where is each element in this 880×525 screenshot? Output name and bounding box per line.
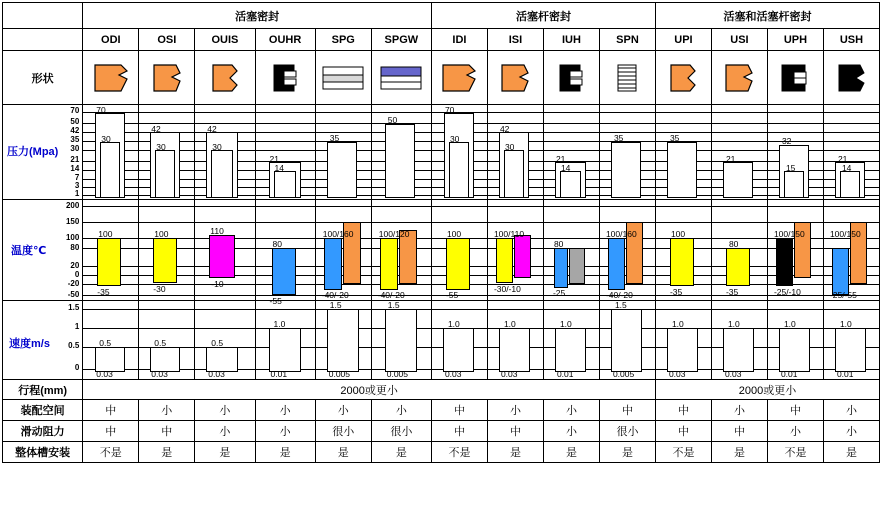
pressure-iuh	[543, 105, 599, 200]
shape-spg	[315, 51, 371, 105]
temperature-upi	[655, 200, 711, 301]
temp-tick-200: 200	[65, 201, 80, 210]
temperature-row	[3, 200, 880, 301]
pressure-isi	[487, 105, 543, 200]
pressure-label-max: 50	[387, 115, 398, 125]
shape-iuh	[543, 51, 599, 105]
bar-outer	[385, 124, 415, 198]
temperature-uph	[767, 200, 823, 301]
pressure-axis	[3, 105, 82, 199]
bar-speed	[269, 328, 301, 372]
bar-temp-left	[776, 238, 793, 286]
speed-label-bottom: 0.03	[151, 369, 168, 379]
speed-label-bottom: 0.03	[724, 369, 742, 379]
speed-label-bottom: 0.01	[780, 369, 798, 379]
speed-spg	[315, 301, 371, 380]
friction-uph: 小	[767, 421, 823, 442]
corner-cell	[3, 3, 83, 29]
install-uph: 不是	[767, 442, 823, 463]
temperature-axis	[3, 200, 82, 300]
speed-label-bottom: 0.01	[556, 369, 574, 379]
speed-spn	[599, 301, 655, 380]
install-usi: 是	[711, 442, 767, 463]
pressure-spg	[315, 105, 371, 200]
bar-inner	[100, 142, 120, 198]
pressure-uph	[767, 105, 823, 200]
stroke-row	[3, 380, 880, 400]
temp-label-high-left: 100/150	[829, 229, 861, 239]
space-ouhr: 小	[255, 400, 315, 421]
col-spg: SPG	[315, 29, 371, 51]
speed-iuh	[543, 301, 599, 380]
bar-temp	[209, 235, 235, 278]
pressure-odi	[83, 105, 139, 200]
pressure-label-sec: 14	[560, 163, 571, 173]
temp-label-low: -55	[445, 290, 459, 300]
speed-uph	[767, 301, 823, 380]
space-spg: 小	[315, 400, 371, 421]
pressure-idi	[431, 105, 487, 200]
speed-label-top: 1.0	[783, 319, 796, 329]
temp-tick-150: 150	[65, 217, 80, 226]
pressure-ush	[823, 105, 879, 200]
friction-row	[3, 421, 880, 442]
shape-uph	[767, 51, 823, 105]
pressure-label-max: 70	[96, 105, 106, 115]
friction-ouhr: 小	[255, 421, 315, 442]
friction-spgw: 很小	[371, 421, 431, 442]
speed-ouis	[195, 301, 255, 380]
temp-label-low-left: -25/-55	[829, 290, 857, 300]
bar-temp-left	[496, 238, 513, 283]
bar-speed	[385, 309, 417, 372]
speed-label-top: 0.5	[99, 338, 112, 348]
temp-label-high: 100	[446, 229, 462, 239]
bar-inner	[504, 150, 524, 198]
pressure-tick-21: 21	[70, 155, 80, 164]
install-idi: 不是	[431, 442, 487, 463]
space-odi: 中	[83, 400, 139, 421]
col-iuh: IUH	[543, 29, 599, 51]
pressure-label-sec: 30	[156, 142, 166, 152]
group-header-row	[3, 3, 880, 29]
space-ouis: 小	[195, 400, 255, 421]
shape-row	[3, 51, 880, 105]
row-label-pressure	[3, 105, 83, 200]
speed-ush	[823, 301, 879, 380]
pressure-tick-7: 7	[74, 173, 80, 182]
col-ouis: OUIS	[195, 29, 255, 51]
friction-odi: 中	[83, 421, 139, 442]
pressure-tick-30: 30	[70, 144, 80, 153]
temperature-odi	[83, 200, 139, 301]
shape-ouis	[195, 51, 255, 105]
bar-speed	[611, 309, 642, 372]
pressure-label-max: 21	[555, 154, 566, 164]
bar-temp-left	[324, 238, 342, 290]
col-spn: SPN	[599, 29, 655, 51]
pressure-tick-1: 1	[74, 189, 80, 198]
row-label-speed	[3, 301, 83, 380]
row-label-temperature	[3, 200, 83, 301]
speed-label-bottom: 0.03	[444, 369, 462, 379]
bar-inner	[211, 150, 233, 198]
temp-label-high: 100	[98, 229, 113, 239]
friction-iuh: 小	[543, 421, 599, 442]
bar-inner	[155, 150, 175, 198]
bar-temp-left	[832, 248, 849, 295]
col-uph: UPH	[767, 29, 823, 51]
pressure-usi	[711, 105, 767, 200]
row-label-friction: 滑动阻力	[3, 421, 83, 442]
temperature-osi	[139, 200, 195, 301]
install-spn: 是	[599, 442, 655, 463]
speed-spgw	[371, 301, 431, 380]
corner-cell-2	[3, 29, 83, 51]
bar-inner	[274, 171, 296, 198]
space-iuh: 小	[543, 400, 599, 421]
temp-label-low-left: -40/-20	[377, 290, 405, 300]
friction-spn: 很小	[599, 421, 655, 442]
speed-usi	[711, 301, 767, 380]
temp-label-high: 100	[154, 229, 169, 239]
speed-label-top: 1.0	[447, 319, 460, 329]
bar-inner	[784, 171, 804, 198]
bar-inner	[449, 142, 469, 198]
friction-usi: 中	[711, 421, 767, 442]
main-table	[2, 2, 880, 463]
bar-inner	[560, 171, 581, 198]
shape-ouhr	[255, 51, 315, 105]
friction-upi: 中	[655, 421, 711, 442]
speed-axis	[3, 301, 82, 379]
col-upi: UPI	[655, 29, 711, 51]
shape-odi	[83, 51, 139, 105]
speed-upi	[655, 301, 711, 380]
row-label-stroke: 行程(mm)	[3, 380, 83, 400]
bar-outer	[327, 142, 357, 198]
temp-label-low-left: -40/-20	[605, 290, 633, 300]
speed-label-top: 1.0	[727, 319, 740, 329]
pressure-label-sec: 14	[274, 163, 284, 173]
pressure-tick-3: 3	[74, 181, 80, 190]
shape-ush	[823, 51, 879, 105]
group-piston-rod-seal: 活塞和活塞杆密封	[655, 3, 879, 29]
speed-tick-0: 0	[74, 363, 80, 372]
install-osi: 是	[139, 442, 195, 463]
temperature-unit-label: 温度℃	[11, 245, 47, 257]
pressure-label-sec: 30	[449, 134, 460, 144]
speed-label-bottom: 0.005	[612, 369, 635, 379]
temp-label-low: -55	[269, 296, 282, 306]
pressure-label-sec: 30	[212, 142, 222, 152]
pressure-spn	[599, 105, 655, 200]
pressure-osi	[139, 105, 195, 200]
temperature-ush	[823, 200, 879, 301]
temperature-spg	[315, 200, 371, 301]
install-ouis: 是	[195, 442, 255, 463]
shape-spgw	[371, 51, 431, 105]
row-label-shape: 形状	[3, 51, 83, 105]
friction-idi: 中	[431, 421, 487, 442]
bar-temp	[446, 238, 470, 290]
speed-tick-0-5: 0.5	[68, 341, 80, 350]
shape-spn	[599, 51, 655, 105]
pressure-ouhr	[255, 105, 315, 200]
pressure-label-max: 42	[207, 124, 217, 134]
space-idi: 中	[431, 400, 487, 421]
speed-idi	[431, 301, 487, 380]
pressure-label-sec: 30	[101, 134, 111, 144]
temp-label-low-left: -30/-10	[493, 284, 521, 294]
temp-tick-80: 80	[70, 243, 80, 252]
install-upi: 不是	[655, 442, 711, 463]
bar-speed	[667, 328, 698, 372]
pressure-upi	[655, 105, 711, 200]
install-iuh: 是	[543, 442, 599, 463]
temp-tick-0: 0	[74, 270, 80, 279]
temp-label-high: 80	[272, 239, 282, 249]
install-spgw: 是	[371, 442, 431, 463]
speed-label-bottom: 0.03	[208, 369, 225, 379]
bar-speed	[443, 328, 474, 372]
temp-label-low: -35	[725, 287, 739, 297]
col-isi: ISI	[487, 29, 543, 51]
pressure-label-max: 21	[725, 154, 736, 164]
friction-ush: 小	[823, 421, 879, 442]
group-rod-seal: 活塞杆密封	[431, 3, 655, 29]
speed-label-top: 0.5	[154, 338, 167, 348]
space-upi: 中	[655, 400, 711, 421]
pressure-ouis	[195, 105, 255, 200]
temp-label-high: 100	[670, 229, 686, 239]
speed-label-top: 1.5	[387, 300, 400, 310]
bar-speed	[499, 328, 530, 372]
col-spgw: SPGW	[371, 29, 431, 51]
temp-tick-20: 20	[70, 261, 80, 270]
speed-ouhr	[255, 301, 315, 380]
pressure-label-max: 35	[329, 133, 340, 143]
group-piston-seal: 活塞密封	[83, 3, 432, 29]
row-label-install: 整体槽安装	[3, 442, 83, 463]
bar-temp-left	[554, 248, 568, 288]
temp-label-low: -35	[669, 287, 683, 297]
temp-label-low: -30	[153, 284, 166, 294]
col-idi: IDI	[431, 29, 487, 51]
bar-temp-left	[380, 238, 398, 290]
space-usi: 小	[711, 400, 767, 421]
speed-label-bottom: 0.005	[386, 369, 409, 379]
bar-temp-left	[608, 238, 625, 290]
bar-outer	[723, 162, 753, 198]
temperature-ouhr	[255, 200, 315, 306]
speed-tick-1-0: 1	[74, 322, 80, 331]
temp-tick-neg50: -50	[67, 290, 80, 299]
speed-odi	[83, 301, 139, 380]
bar-speed	[555, 328, 586, 372]
install-ush: 是	[823, 442, 879, 463]
pressure-tick-42: 42	[70, 126, 80, 135]
friction-isi: 中	[487, 421, 543, 442]
pressure-spgw	[371, 105, 431, 200]
install-isi: 是	[487, 442, 543, 463]
pressure-label-max: 35	[669, 133, 680, 143]
bar-outer	[611, 142, 641, 198]
space-osi: 小	[139, 400, 195, 421]
temp-label-low-left: -40/-20	[321, 290, 349, 300]
speed-label-top: 1.0	[503, 319, 516, 329]
temperature-iuh	[543, 200, 599, 301]
speed-label-top: 0.5	[211, 338, 224, 348]
pressure-label-sec: 30	[504, 142, 515, 152]
install-spg: 是	[315, 442, 371, 463]
pressure-label-max: 35	[613, 133, 624, 143]
space-spgw: 小	[371, 400, 431, 421]
install-ouhr: 是	[255, 442, 315, 463]
temperature-ouis	[195, 200, 255, 301]
col-osi: OSI	[139, 29, 195, 51]
temp-label-low: -35	[97, 287, 110, 297]
temp-label-high: 80	[728, 239, 739, 249]
shape-osi	[139, 51, 195, 105]
pressure-label-max: 42	[151, 124, 161, 134]
speed-tick-1-5: 1.5	[68, 303, 80, 312]
stroke-value-left: 2000或更小	[83, 380, 656, 400]
bar-speed	[723, 328, 754, 372]
pressure-label-max: 70	[444, 105, 455, 115]
speed-label-bottom: 0.01	[270, 369, 288, 379]
pressure-label-max: 21	[269, 154, 279, 164]
stroke-value-right: 2000或更小	[655, 380, 879, 400]
col-odi: ODI	[83, 29, 139, 51]
row-label-space: 装配空间	[3, 400, 83, 421]
pressure-tick-14: 14	[70, 164, 80, 173]
space-row	[3, 400, 880, 421]
speed-unit-label: 速度m/s	[9, 338, 50, 350]
bar-temp-right	[514, 235, 531, 278]
temp-tick-neg20: -20	[67, 279, 80, 288]
shape-idi	[431, 51, 487, 105]
speed-osi	[139, 301, 195, 380]
speed-label-bottom: 0.03	[500, 369, 518, 379]
speed-row	[3, 301, 880, 380]
shape-upi	[655, 51, 711, 105]
speed-label-top: 1.0	[559, 319, 572, 329]
speed-label-top: 1.0	[839, 319, 852, 329]
speed-label-top: 1.5	[614, 300, 627, 310]
bar-temp-right	[569, 248, 585, 284]
column-header-row	[3, 29, 880, 51]
temp-label-low: -10	[211, 279, 224, 289]
pressure-tick-70: 70	[70, 106, 80, 115]
speed-isi	[487, 301, 543, 380]
install-odi: 不是	[83, 442, 139, 463]
temperature-spgw	[371, 200, 431, 301]
bar-outer	[667, 142, 697, 198]
pressure-label-sec: 14	[841, 163, 852, 173]
col-ouhr: OUHR	[255, 29, 315, 51]
speed-label-top: 1.0	[273, 319, 286, 329]
temp-label-high-left: 100/150	[773, 229, 805, 239]
pressure-label-max: 32	[781, 136, 792, 146]
pressure-tick-35: 35	[70, 135, 80, 144]
temperature-idi	[431, 200, 487, 301]
temp-label-low-left: -25/-10	[773, 287, 801, 297]
friction-osi: 中	[139, 421, 195, 442]
install-row	[3, 442, 880, 463]
space-spn: 中	[599, 400, 655, 421]
bar-speed	[779, 328, 810, 372]
temp-label-high-left: 100/110	[493, 229, 525, 239]
speed-label-top: 1.0	[671, 319, 684, 329]
pressure-label-sec: 15	[785, 163, 796, 173]
space-ush: 小	[823, 400, 879, 421]
temp-label-high: 110	[210, 226, 224, 236]
temp-tick-100: 100	[65, 233, 80, 242]
pressure-tick-50: 50	[70, 117, 80, 126]
bar-temp	[153, 238, 177, 283]
temperature-spn	[599, 200, 655, 301]
temperature-usi	[711, 200, 767, 301]
friction-spg: 很小	[315, 421, 371, 442]
temp-label-low-left: -25	[552, 288, 566, 298]
temp-label-high-left: 80	[553, 239, 564, 249]
pressure-label-max: 21	[837, 154, 848, 164]
bar-inner	[840, 171, 860, 198]
speed-label-bottom: 0.01	[836, 369, 854, 379]
bar-speed	[835, 328, 866, 372]
bar-temp	[272, 248, 296, 295]
pressure-unit-label: 压力(Mpa)	[7, 146, 59, 158]
col-ush: USH	[823, 29, 879, 51]
pressure-row	[3, 105, 880, 200]
space-isi: 小	[487, 400, 543, 421]
space-uph: 中	[767, 400, 823, 421]
shape-isi	[487, 51, 543, 105]
speed-label-bottom: 0.03	[668, 369, 686, 379]
speed-label-top: 1.5	[329, 300, 342, 310]
bar-temp	[670, 238, 694, 286]
shape-usi	[711, 51, 767, 105]
temp-label-high-left: 100/160	[605, 229, 637, 239]
bar-speed	[327, 309, 359, 372]
speed-label-bottom: 0.03	[96, 369, 113, 379]
temperature-isi	[487, 200, 543, 301]
speed-label-bottom: 0.005	[328, 369, 351, 379]
friction-ouis: 小	[195, 421, 255, 442]
temp-label-high-left: 100/160	[322, 229, 354, 239]
pressure-label-max: 42	[499, 124, 510, 134]
bar-temp	[726, 248, 750, 286]
bar-temp	[97, 238, 121, 286]
col-usi: USI	[711, 29, 767, 51]
temp-label-high-left: 100/120	[378, 229, 410, 239]
